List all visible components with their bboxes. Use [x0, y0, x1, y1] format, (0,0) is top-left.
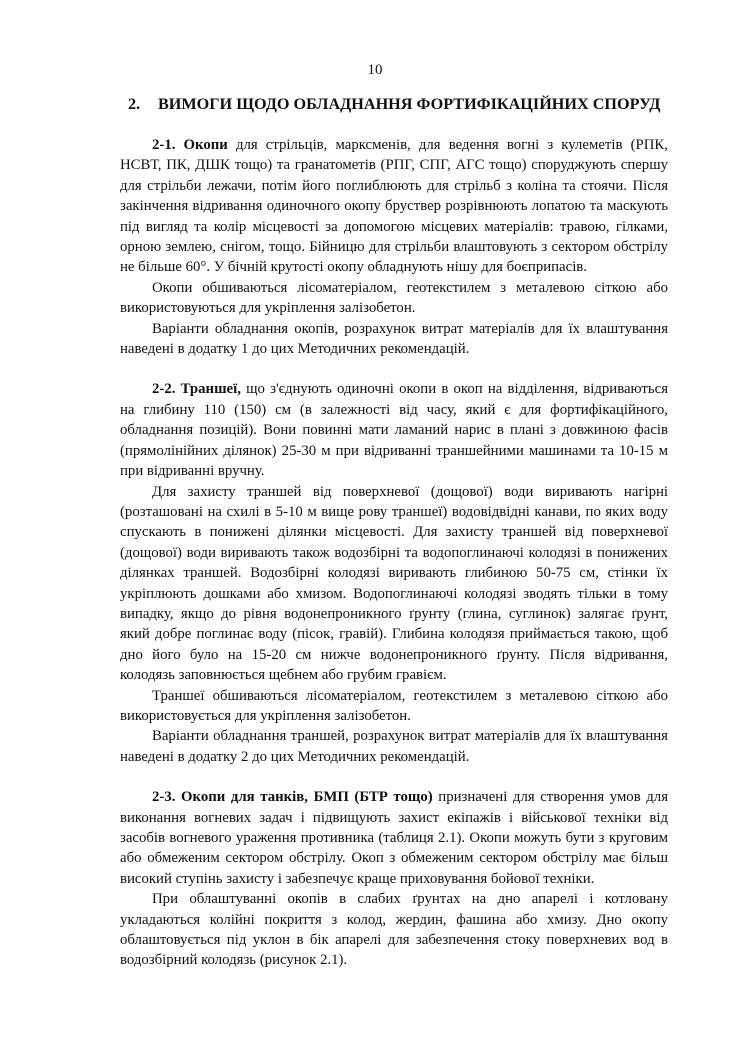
paragraph-lead: 2-2. Траншеї,: [152, 381, 241, 398]
paragraph-text: що з'єднують одиночні окопи в окоп на відділення, відриваються на глибину 110 (150) см (в залежності від часу, який є для фортифікаційного, обладнання позицій). Вони повинні мати ламаний нарис в плані з довжиною фасів (прямолінійних ділянок) 25-30 м при відриванні траншейними машинами та 10-15 м при відриванні вручну.: [120, 381, 668, 480]
paragraph-2-2-drainage: [120, 482, 668, 686]
paragraph-text: призначені для створення умов для виконання вогневих задач і підвищують захист екіпажів і військової техніки від засобів вогневого ураження противника (таблиця 2.1). Окопи можуть бути з круговим або обмеженим сектором обстрілу. Окоп з обмеженим сектором обстрілу має більш високий ступінь захисту і забезпечує краще приховування бойової техніки.: [120, 789, 668, 887]
paragraph-text: Варіанти обладнання окопів, розрахунок витрат матеріалів для їх влаштування наведені в додатку 1 до цих Методичних рекомендацій.: [120, 320, 668, 358]
heading-text: ВИМОГИ ЩОДО ОБЛАДНАННЯ ФОРТИФІКАЦІЙНИХ СПОРУД: [158, 95, 661, 113]
section-heading: [120, 94, 668, 115]
paragraph-text: для стрільців, марксменів, для ведення вогні з кулеметів (РПК, НСВТ, ПК, ДШК тощо) та гранатометів (РПГ, СПГ, АГС тощо) споруджують спершу для стрільби лежачи, потім його поглиблюють для стрільб з коліна та стоячи. Після закінчення відривання одиночного окопу бруствер розрівнюють лопатою та маскують під вигляд та колір місцевості за допомогою місцевих матеріалів: травою, гілками, орною землею, снігом, тощо. Бійницю для стрільби влаштовують з сектором обстрілу не більше 60°. У бічній крутості окопу обладнують нішу для боєприпасів.: [120, 137, 669, 276]
paragraph-2-1-intro: [120, 135, 668, 278]
page-content: [120, 94, 668, 971]
paragraph-lead: 2-1. Окопи: [152, 137, 228, 153]
paragraph-text: Варіанти обладнання траншей, розрахунок витрат матеріалів для їх влаштування наведені в додатку 2 до цих Методичних рекомендацій.: [120, 728, 668, 765]
paragraph-2-3-soft-soil: [120, 889, 668, 971]
paragraph-2-1-lining: [120, 278, 668, 319]
paragraph-2-2-lining: [120, 686, 668, 727]
page-number: 10: [367, 62, 383, 78]
heading-number: 2.: [128, 95, 141, 113]
paragraph-2-2-variants: [120, 726, 668, 767]
paragraph-2-3-intro: [120, 787, 668, 889]
paragraph-text: При облаштуванні окопів в слабих ґрунтах на дно апарелі і котловану укладаються колійні покриття з колод, жердин, фашина або хмизу. Дно окопу облаштовується під уклон в бік апарелі для забезпечення стоку поверхневих вод в водозбірний колодязь (рисунок 2.1).: [120, 891, 668, 969]
paragraph-text: Траншеї обшиваються лісоматеріалом, геотекстилем з металевою сіткою або використовується для укріплення залізобетон.: [120, 687, 668, 724]
spacer: [120, 115, 668, 135]
paragraph-lead: 2-3. Окопи для танків, БМП (БТР тощо): [152, 789, 433, 806]
spacer: [120, 359, 668, 379]
paragraph-text: Для захисту траншей від поверхневої (дощової) води виривають нагірні (розташовані на схилі в 5-10 м вище рову траншеї) водовідвідні канави, по яких воду спускають в понижені ділянки місцевості. Для захисту траншей від поверхневої (дощової) води виривають також водозбірні та водопоглинаючі колодязі в понижених ділянках траншей. Водозбірні колодязі виривають глибиною 50-75 см, стінки їх укріплюють дошками або хмизом. Водопоглинаючі колодязі зводять тільки в тому випадку, якщо до рівня водонепроникного ґрунту (глина, суглинок) залягає ґрунт, який добре поглинає воду (пісок, гравій). Глибина колодязя приймається такою, щоб дно його було на 15-20 см нижче водонепроникного ґрунту. Після відривання, колодязь заповнюється щебнем або грубим гравієм.: [120, 483, 668, 684]
paragraph-2-1-variants: [120, 319, 668, 360]
paragraph-2-2-intro: [120, 379, 668, 481]
paragraph-text: Окопи обшиваються лісоматеріалом, геотекстилем з металевою сіткою або використовуються для укріплення залізобетон.: [120, 279, 668, 317]
spacer: [120, 767, 668, 787]
